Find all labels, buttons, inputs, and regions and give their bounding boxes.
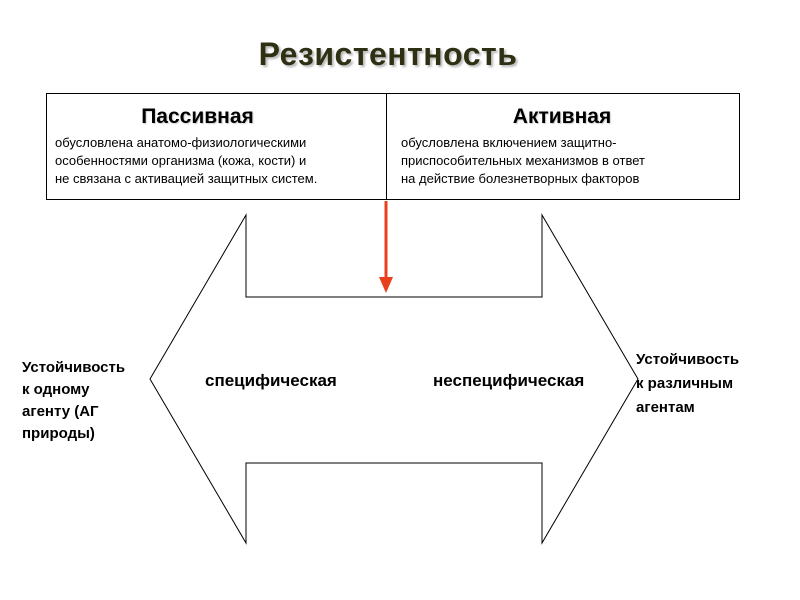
active-heading: Активная <box>512 105 612 128</box>
passive-description: обусловлена анатомо-физиологическими особенностями организма (кожа, кости) и не связана с активацией защитных систем. <box>55 135 318 186</box>
left-side-label: Устойчивость к одному агенту (АГ природы) <box>22 359 126 442</box>
nonspecific-label: неспецифическая <box>433 371 585 390</box>
right-side-label: Устойчивость к различным агентам <box>636 351 740 416</box>
pointer-arrow-head <box>379 277 393 293</box>
page-title: Резистентность <box>258 36 518 72</box>
passive-heading: Пассивная <box>141 105 254 128</box>
active-description: обусловлена включением защитно- приспособительных механизмов в ответ на действие болезнетворных факторов <box>401 135 645 186</box>
specific-label: специфическая <box>205 371 337 390</box>
